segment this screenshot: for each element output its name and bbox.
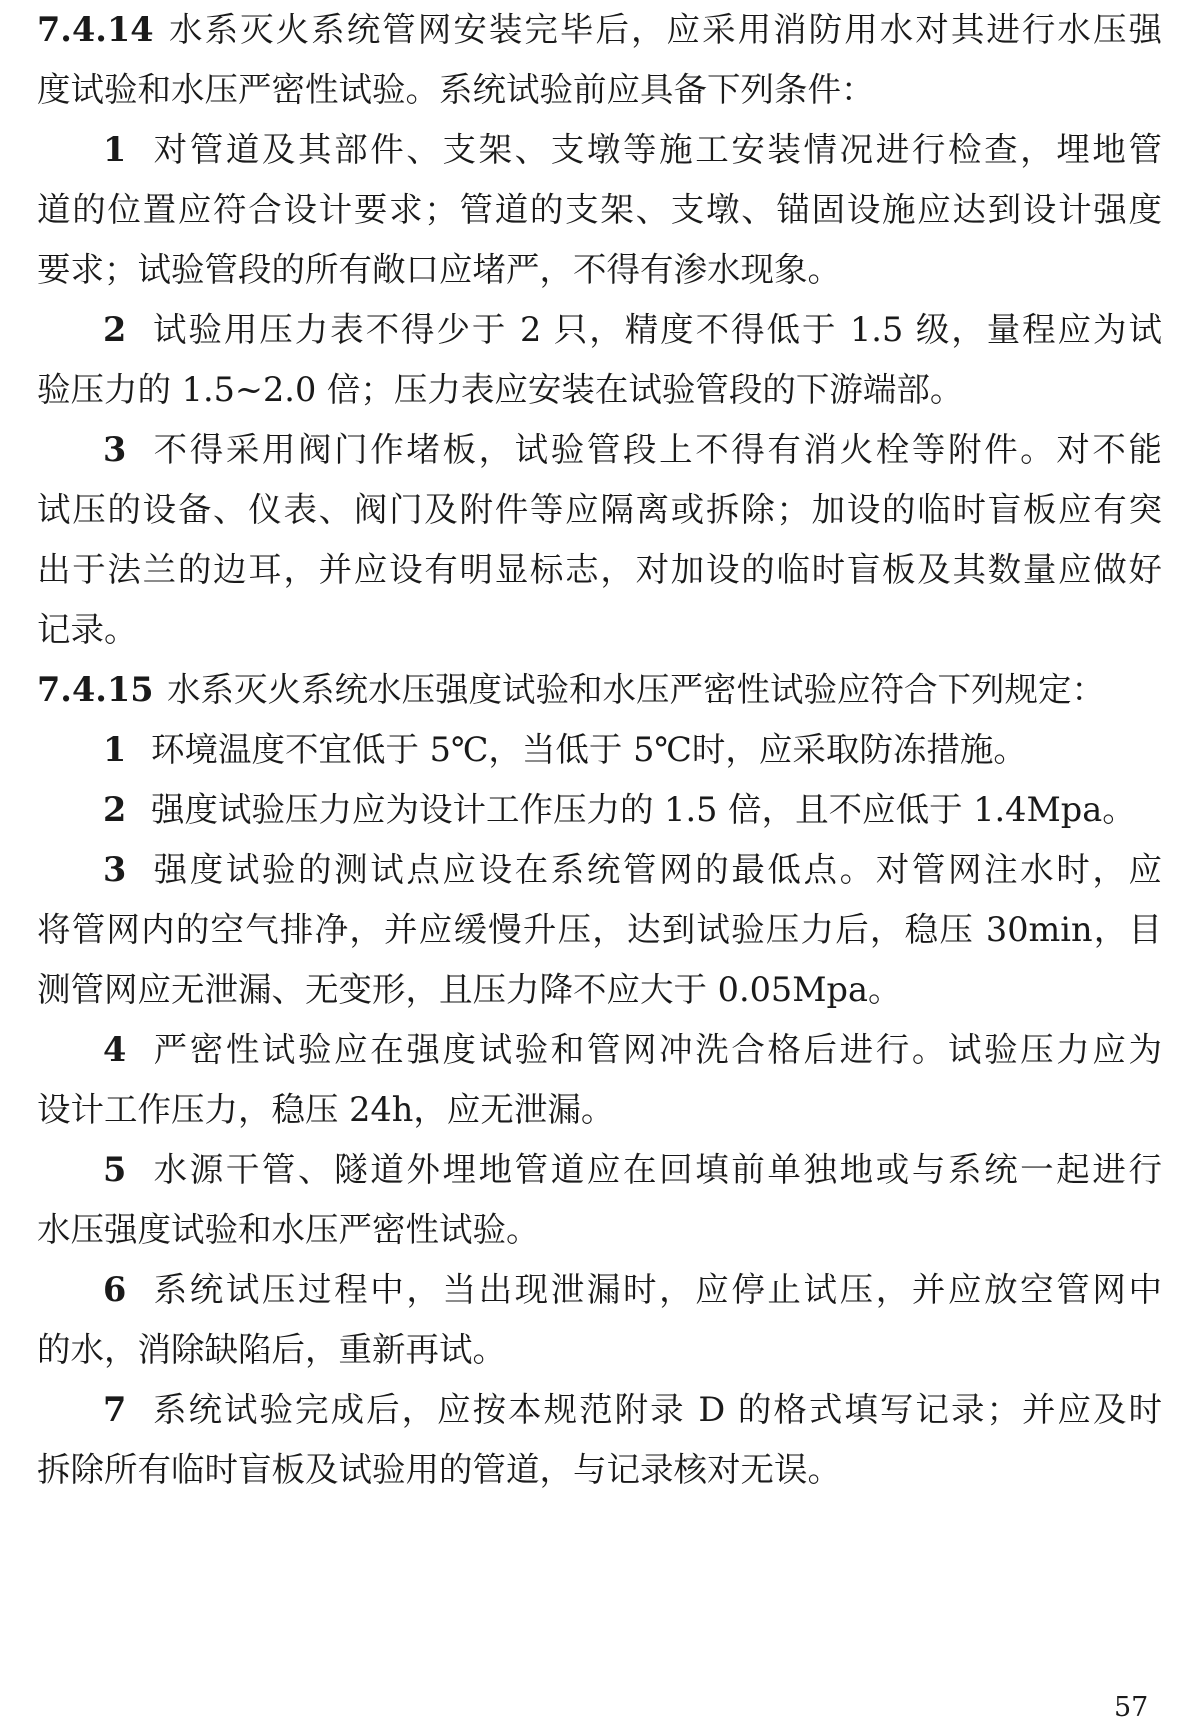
list-item-5-line-2: 水压强度试验和水压严密性试验。 bbox=[37, 1210, 540, 1249]
list-item-6-line-1 bbox=[37, 1270, 1162, 1310]
list-item-3-line-3: 出于法兰的边耳，并应设有明显标志，对加设的临时盲板及其数量应做好 bbox=[37, 550, 1162, 589]
list-item-3-line-4: 记录。 bbox=[37, 610, 138, 649]
page-number: 57 bbox=[1114, 1692, 1149, 1723]
list-item-7-line-1 bbox=[37, 1390, 1162, 1430]
list-item-3-line-1 bbox=[37, 850, 1162, 890]
list-item-3-line-2: 将管网内的空气排净，并应缓慢升压，达到试验压力后，稳压 30min，目 bbox=[37, 910, 1162, 949]
item-text: 强度试验的测试点应设在系统管网的最低点。对管网注水时，应 bbox=[151, 850, 1162, 889]
item-text: 不得采用阀门作堵板，试验管段上不得有消火栓等附件。对不能 bbox=[151, 430, 1162, 469]
item-number: 6 bbox=[103, 1270, 127, 1309]
item-number: 4 bbox=[103, 1030, 127, 1069]
item-text: 系统试压过程中，当出现泄漏时，应停止试压，并应放空管网中 bbox=[151, 1270, 1162, 1309]
list-item-3-line-2: 试压的设备、仪表、阀门及附件等应隔离或拆除；加设的临时盲板应有突 bbox=[37, 490, 1162, 529]
list-item-2-line-1 bbox=[37, 790, 1162, 830]
item-number: 3 bbox=[103, 430, 127, 469]
item-number: 5 bbox=[103, 1150, 127, 1189]
list-item-3-line-1 bbox=[37, 430, 1162, 470]
item-text: 水源干管、隧道外埋地管道应在回填前单独地或与系统一起进行 bbox=[151, 1150, 1162, 1189]
list-item-2-line-2: 验压力的 1.5~2.0 倍；压力表应安装在试验管段的下游端部。 bbox=[37, 370, 964, 409]
item-text: 试验用压力表不得少于 2 只，精度不得低于 1.5 级，量程应为试 bbox=[151, 310, 1162, 349]
list-item-4-line-1 bbox=[37, 1030, 1162, 1070]
item-text: 强度试验压力应为设计工作压力的 1.5 倍，且不应低于 1.4Mpa。 bbox=[151, 790, 1136, 829]
list-item-5-line-1 bbox=[37, 1150, 1162, 1190]
clause-7-4-15-line-1 bbox=[37, 670, 1162, 710]
clause-text: 水系灭火系统水压强度试验和水压严密性试验应符合下列规定： bbox=[167, 670, 1105, 709]
item-text: 环境温度不宜低于 5℃，当低于 5℃时，应采取防冻措施。 bbox=[151, 730, 1027, 769]
clause-number: 7.4.15 bbox=[37, 670, 154, 709]
item-number: 2 bbox=[103, 310, 127, 349]
item-text: 对管道及其部件、支架、支墩等施工安装情况进行检查，埋地管 bbox=[151, 130, 1162, 169]
list-item-1-line-1 bbox=[37, 730, 1162, 770]
item-number: 7 bbox=[103, 1390, 127, 1429]
item-number: 3 bbox=[103, 850, 127, 889]
clause-7-4-14-line-1 bbox=[37, 10, 1162, 50]
item-text: 严密性试验应在强度试验和管网冲洗合格后进行。试验压力应为 bbox=[151, 1030, 1162, 1069]
item-text: 系统试验完成后，应按本规范附录 D 的格式填写记录；并应及时 bbox=[151, 1390, 1162, 1429]
list-item-1-line-1 bbox=[37, 130, 1162, 170]
clause-text: 水系灭火系统管网安装完毕后，应采用消防用水对其进行水压强 bbox=[167, 10, 1162, 49]
item-number: 2 bbox=[103, 790, 127, 829]
item-number: 1 bbox=[103, 130, 127, 169]
list-item-7-line-2: 拆除所有临时盲板及试验用的管道，与记录核对无误。 bbox=[37, 1450, 841, 1489]
list-item-6-line-2: 的水，消除缺陷后，重新再试。 bbox=[37, 1330, 506, 1369]
list-item-4-line-2: 设计工作压力，稳压 24h，应无泄漏。 bbox=[37, 1090, 615, 1129]
clause-7-4-14-line-2: 度试验和水压严密性试验。系统试验前应具备下列条件： bbox=[37, 70, 875, 109]
list-item-1-line-2: 道的位置应符合设计要求；管道的支架、支墩、锚固设施应达到设计强度 bbox=[37, 190, 1162, 229]
list-item-2-line-1 bbox=[37, 310, 1162, 350]
item-number: 1 bbox=[103, 730, 127, 769]
list-item-1-line-3: 要求；试验管段的所有敞口应堵严，不得有渗水现象。 bbox=[37, 250, 841, 289]
clause-number: 7.4.14 bbox=[37, 10, 154, 49]
list-item-3-line-3: 测管网应无泄漏、无变形，且压力降不应大于 0.05Mpa。 bbox=[37, 970, 902, 1009]
